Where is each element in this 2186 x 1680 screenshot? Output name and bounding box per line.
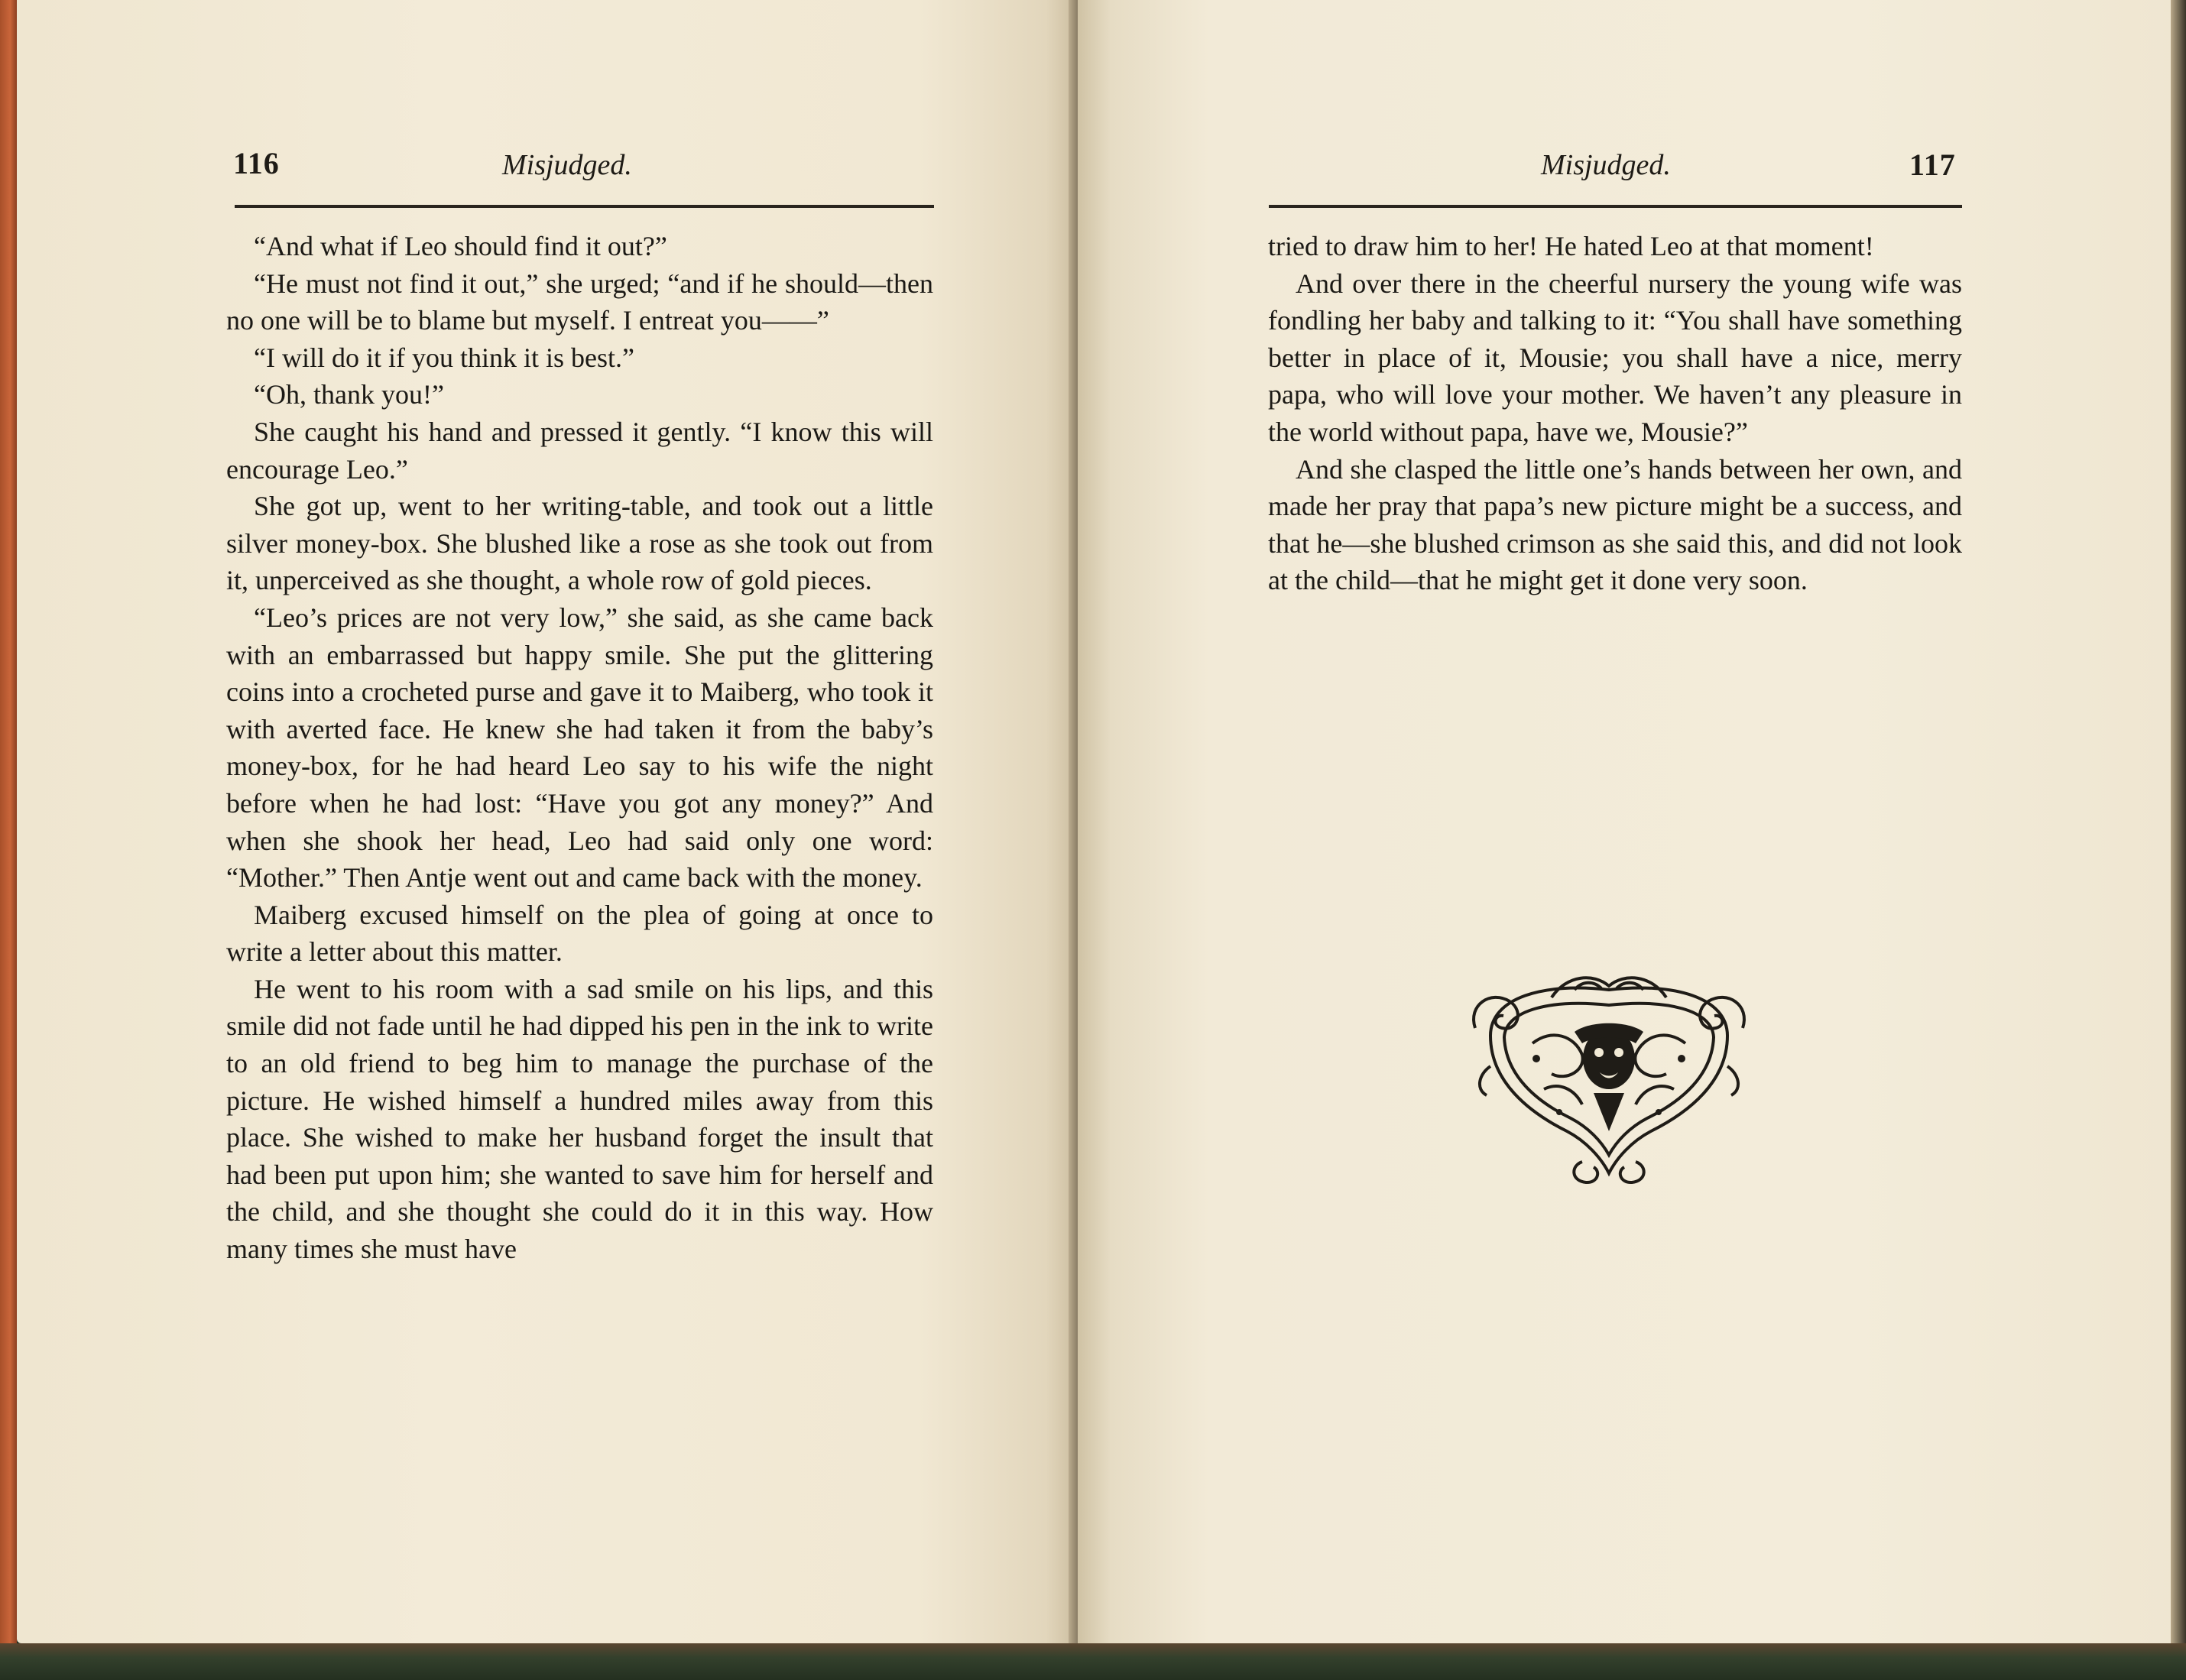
paragraph: She got up, went to her writing-table, and took out a little silver money-box. She blushed like a rose as she took out from it, unperceived as she thought, a whole row of gold pieces.	[226, 491, 933, 596]
right-page	[1078, 0, 2178, 1643]
paragraph: Maiberg excused himself on the plea of going at once to write a letter about this matter.	[226, 899, 933, 968]
right-header-rule	[1269, 205, 1962, 208]
continuation-paragraph: tried to draw him to her! He hated Leo at that moment!	[1268, 231, 1874, 261]
cover-bottom-edge	[0, 1643, 2186, 1680]
paragraph: And she clasped the little one’s hands between her own, and made her pray that papa’s new picture might be a success, and that he—she blushed crimson as she said this, and did not look at the child—that he might get it done very soon.	[1268, 453, 1962, 596]
right-page-header	[1078, 145, 2178, 191]
cover-edge-right	[2171, 0, 2186, 1680]
left-page-number: 116	[233, 146, 280, 180]
left-page-body	[226, 228, 933, 1268]
paragraph: And over there in the cheerful nursery the young wife was fondling her baby and talking to it: “You shall have something better in place of it, Mousie; you shall have a nice, merry papa, who will love your mother. We haven’t any pleasure in the world without papa, have we, Mousie?”	[1268, 268, 1962, 447]
right-page-body	[1268, 228, 1962, 599]
paragraph: She caught his hand and pressed it gently. “I know this will encourage Leo.”	[226, 416, 933, 485]
paragraph: “Leo’s prices are not very low,” she said, as she came back with an embarrassed but happy smile. She put the glittering coins into a crocheted purse and gave it to Maiberg, who took it with averted face. He knew she had taken it from the baby’s money-box, for he had heard Leo say to his wife the night before when he had lost: “Have you got any money?” And when she shook her head, Leo had said only one word: “Mother.” Then Antje went out and came back with the money.	[226, 602, 933, 894]
paragraph: He went to his room with a sad smile on his lips, and this smile did not fade until he had dipped his pen in the ink to write to an old friend to beg him to manage the purchase of the picture. He wished himself a hundred miles away from this place. She wished to make her husband forget the insult that had been put upon him; she wanted to save him for herself and the child, and she thought she could do it in this way. How many times she must have	[226, 973, 933, 1265]
left-page	[17, 0, 1078, 1643]
left-page-header	[17, 145, 1078, 191]
right-running-title: Misjudged.	[1541, 149, 1671, 181]
paragraph: “Oh, thank you!”	[254, 379, 444, 410]
right-page-number: 117	[1909, 148, 1956, 182]
paragraph: “And what if Leo should find it out?”	[254, 231, 667, 261]
paragraph: “He must not find it out,” she urged; “and if he should—then no one will be to blame but myself. I entreat you——”	[226, 268, 933, 336]
left-header-rule	[235, 205, 934, 208]
left-running-title: Misjudged.	[502, 149, 632, 181]
paragraph: “I will do it if you think it is best.”	[254, 342, 634, 373]
tailpiece-ornament-icon	[1460, 967, 1758, 1189]
cover-edge-left	[0, 0, 17, 1651]
